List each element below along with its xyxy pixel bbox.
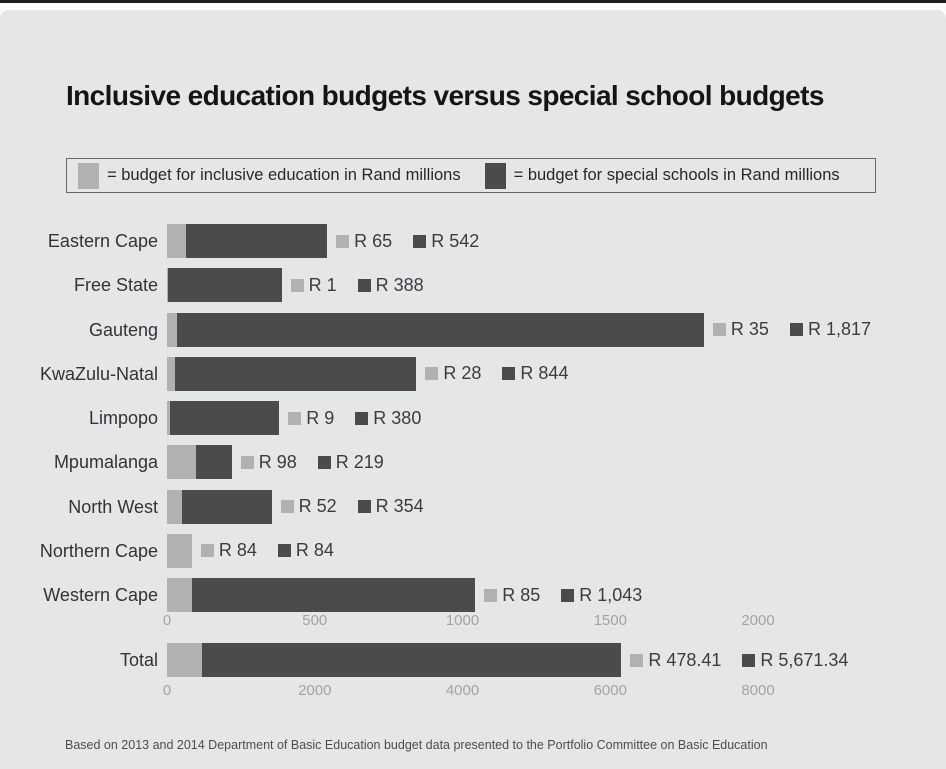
category-label: Western Cape: [43, 585, 158, 605]
inclusive-value-label: R 35: [730, 319, 769, 339]
special-value-label: R 84: [295, 540, 334, 561]
special-value-swatch: [278, 544, 291, 557]
chart-title: Inclusive education budgets versus special school budgets: [66, 80, 824, 111]
special-value-label: R 380: [373, 407, 422, 428]
special-legend-label: = budget for special schools in Rand millions: [513, 166, 840, 184]
value-labels: [484, 578, 642, 612]
category-label: KwaZulu-Natal: [39, 363, 158, 384]
inclusive-legend-label: = budget for inclusive education in Rand millions: [107, 166, 461, 184]
inclusive-budget-bar: [167, 224, 186, 258]
category-label: Free State: [73, 275, 158, 296]
special-budget-bar: [167, 401, 279, 435]
special-value-swatch: [561, 589, 574, 602]
axis-tick-label: 1000: [445, 612, 480, 629]
category-label: Northern Cape: [39, 540, 158, 561]
special-budget-bar: [167, 490, 272, 524]
inclusive-value-label: R 1: [308, 274, 337, 295]
category-label: Limpopo: [88, 408, 158, 428]
inclusive-budget-bar: [167, 643, 202, 677]
inclusive-value-swatch: [336, 235, 349, 248]
special-value-label: R 219: [335, 451, 384, 472]
value-labels: [201, 534, 334, 568]
inclusive-value-label: R 85: [502, 584, 541, 605]
axis-tick-label: 4000: [445, 682, 480, 699]
inclusive-value-label: R 9: [306, 407, 335, 428]
special-budget-bar: [167, 357, 416, 391]
special-value-swatch: [502, 367, 515, 380]
axis-tick-label: 1500: [593, 612, 627, 629]
inclusive-value-swatch: [713, 323, 726, 336]
special-value-label: R 5,671.34: [760, 649, 849, 670]
footnote: Based on 2013 and 2014 Department of Basic Education budget data presented to the Portfolio Committee on Basic Education: [65, 738, 768, 752]
special-value-label: R 354: [375, 496, 424, 516]
special-budget-bar: [167, 268, 282, 302]
value-labels: [630, 643, 848, 677]
special-budget-bar: [167, 578, 475, 612]
inclusive-value-label: R 28: [443, 363, 482, 384]
inclusive-budget-bar: [167, 578, 192, 612]
special-value-swatch: [358, 279, 371, 292]
special-value-swatch: [358, 500, 371, 513]
inclusive-value-swatch: [281, 500, 294, 513]
inclusive-value-label: R 98: [258, 451, 297, 472]
axis-tick-label: 2000: [298, 682, 332, 699]
category-label: Gauteng: [88, 319, 158, 340]
inclusive-budget-bar: [167, 313, 177, 347]
inclusive-budget-bar: [167, 490, 182, 524]
inclusive-budget-bar: [167, 534, 192, 568]
category-label: North West: [68, 496, 158, 517]
category-label: Eastern Cape: [47, 231, 158, 251]
special-value-swatch: [742, 654, 755, 667]
value-labels: [281, 490, 424, 524]
special-value-swatch: [355, 412, 368, 425]
special-value-swatch: [790, 323, 803, 336]
inclusive-budget-bar: [167, 357, 175, 391]
axis-tick-label: 0: [162, 612, 172, 629]
special-budget-bar: [202, 643, 621, 677]
special-value-label: R 1,817: [807, 319, 871, 339]
special-budget-bar: [167, 313, 704, 347]
inclusive-value-swatch: [201, 544, 214, 557]
special-budget-bar: [167, 224, 327, 258]
value-labels: [288, 401, 421, 435]
special-value-label: R 1,043: [579, 584, 643, 605]
axis-tick-label: 8000: [741, 682, 775, 699]
value-labels: [425, 357, 568, 391]
inclusive-value-label: R 52: [298, 496, 337, 516]
value-labels: [713, 313, 871, 347]
inclusive-budget-bar: [167, 445, 196, 479]
axis-tick-label: 2000: [741, 612, 775, 629]
special-value-swatch: [318, 456, 331, 469]
inclusive-value-label: R 478.41: [648, 649, 722, 670]
special-value-label: R 388: [375, 274, 424, 295]
inclusive-value-label: R 65: [354, 230, 393, 251]
inclusive-value-swatch: [484, 589, 497, 602]
axis-tick-label: 0: [162, 682, 172, 699]
category-label: Mpumalanga: [53, 452, 158, 473]
inclusive-value-swatch: [288, 412, 301, 425]
axis-tick-label: 500: [302, 612, 328, 629]
inclusive-value-swatch: [291, 279, 304, 292]
value-labels: [241, 445, 384, 479]
inclusive-value-swatch: [425, 367, 438, 380]
inclusive-value-swatch: [241, 456, 254, 469]
inclusive-budget-bar: [167, 401, 170, 435]
value-labels: [336, 224, 479, 258]
axis-tick-label: 6000: [593, 682, 627, 699]
special-value-label: R 844: [520, 363, 569, 384]
inclusive-value-label: R 84: [218, 540, 257, 561]
category-label: Total: [119, 650, 158, 670]
special-value-label: R 542: [431, 230, 480, 251]
value-labels: [291, 268, 424, 302]
special-value-swatch: [413, 235, 426, 248]
inclusive-value-swatch: [630, 654, 643, 667]
